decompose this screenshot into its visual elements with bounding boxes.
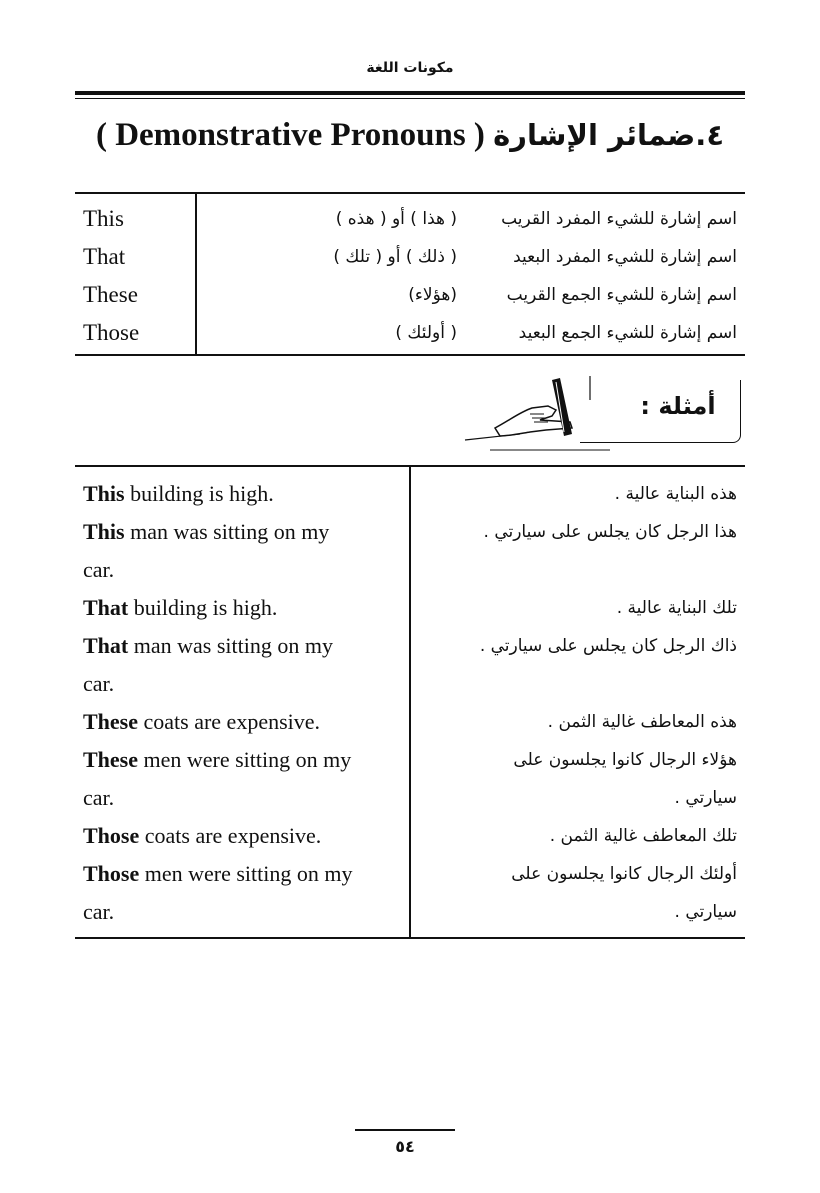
example-en: Those men were sitting on my	[83, 861, 353, 886]
page-number: ٥٤	[395, 1137, 415, 1156]
example-ar: هذا الرجل كان يجلس على سيارتي .	[483, 522, 737, 542]
header-rule-thick	[75, 91, 745, 95]
section-title-english: ( Demonstrative Pronouns )	[95, 117, 485, 153]
example-en: That building is high.	[83, 595, 278, 620]
table-row	[75, 276, 745, 314]
examples-heading: أمثلة :	[640, 392, 716, 420]
example-ar-continuation: سيارتي .	[674, 902, 737, 922]
pronoun-definition: اسم إشارة للشيء المفرد القريب	[501, 209, 737, 229]
pronoun-example: ( أولئك )	[395, 323, 457, 343]
english-examples	[75, 466, 410, 938]
example-en: Those coats are expensive.	[83, 823, 322, 848]
table-row	[75, 466, 745, 938]
example-en: That man was sitting on my	[83, 633, 333, 658]
example-ar-spacer	[419, 665, 737, 703]
pronoun-definition: اسم إشارة للشيء الجمع القريب	[506, 285, 737, 305]
example-en: These coats are expensive.	[83, 709, 321, 734]
pronoun-table	[75, 192, 745, 356]
example-ar: هذه المعاطف غالية الثمن .	[547, 712, 737, 732]
table-row	[75, 193, 745, 238]
section-title-arabic: ٤.ضمائر الإشارة	[493, 118, 725, 152]
example-en-continuation: car.	[83, 785, 115, 810]
examples-table	[75, 465, 745, 939]
example-ar: أولئك الرجال كانوا يجلسون على	[511, 864, 737, 884]
pronoun-en: These	[75, 276, 196, 314]
example-ar: هذه البناية عالية .	[614, 484, 737, 504]
pronoun-definition: اسم إشارة للشيء المفرد البعيد	[513, 247, 737, 267]
arabic-examples	[410, 466, 745, 938]
pronoun-definition: اسم إشارة للشيء الجمع البعيد	[518, 323, 737, 343]
example-ar-spacer	[419, 551, 737, 589]
section-title	[75, 112, 745, 158]
example-ar: تلك المعاطف غالية الثمن .	[549, 826, 737, 846]
example-en: These men were sitting on my	[83, 747, 352, 772]
pronoun-example: ( ذلك ) أو ( تلك )	[333, 247, 457, 267]
example-en: This man was sitting on my	[83, 519, 330, 544]
example-ar: تلك البناية عالية .	[616, 598, 737, 618]
example-en-continuation: car.	[83, 557, 115, 582]
pronoun-example: ( هذا ) أو ( هذه )	[335, 209, 457, 229]
table-row	[75, 314, 745, 355]
example-ar: هؤلاء الرجال كانوا يجلسون على	[513, 750, 737, 770]
pronoun-en: Those	[75, 314, 196, 355]
running-head: مكونات اللغة	[366, 60, 454, 76]
header-rule-thin	[75, 98, 745, 99]
pronoun-en: That	[75, 238, 196, 276]
table-row	[75, 238, 745, 276]
example-en: This building is high.	[83, 481, 274, 506]
pronoun-example: (هؤلاء)	[408, 285, 457, 305]
example-ar-continuation: سيارتي .	[674, 788, 737, 808]
example-ar: ذاك الرجل كان يجلس على سيارتي .	[479, 636, 737, 656]
example-en-continuation: car.	[83, 899, 115, 924]
example-en-continuation: car.	[83, 671, 115, 696]
footer-rule	[355, 1129, 455, 1131]
pronoun-en: This	[75, 193, 196, 238]
